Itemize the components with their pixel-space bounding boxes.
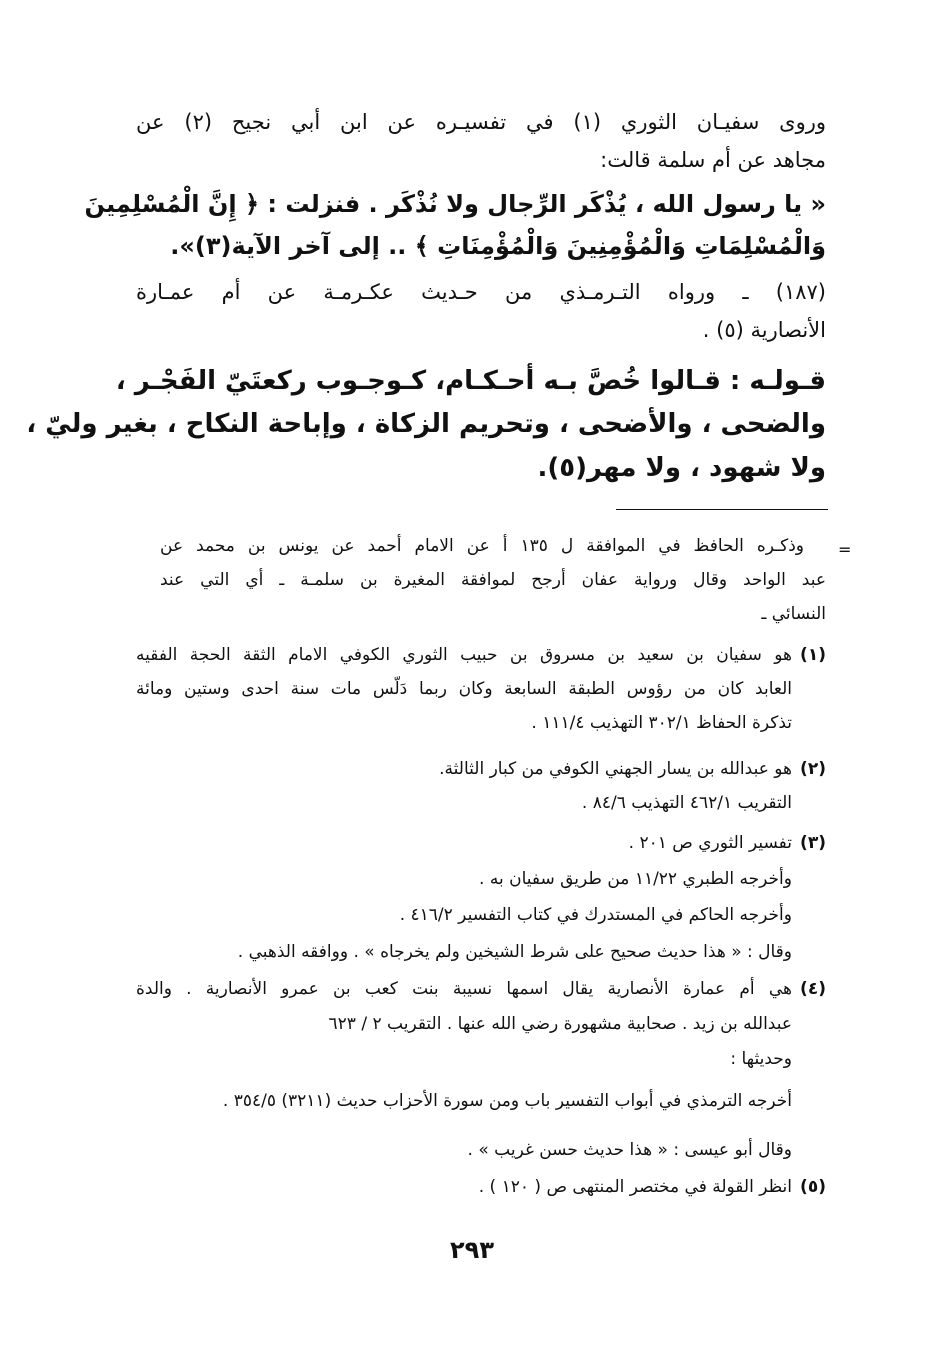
footnote-continuation-line: النسائي ـ	[761, 604, 826, 624]
footnote-2-line: هو عبدالله بن يسار الجهني الكوفي من كبار الثالثة.	[439, 759, 792, 779]
footnote-separator	[616, 509, 828, 510]
footnote-5-number: (٥)	[800, 1177, 826, 1197]
commentary-line: ولا شهود ، ولا مهر(٥).	[537, 453, 826, 483]
footnote-2-number: (٢)	[800, 759, 826, 779]
footnote-2-line: التقريب ٤٦٢/١ التهذيب ٨٤/٦ .	[581, 793, 792, 813]
footnote-3-number: (٣)	[800, 833, 826, 853]
footnote-3-line: وقال : « هذا حديث صحيح على شرط الشيخين ولم يخرجاه » . ووافقه الذهبي .	[237, 942, 792, 962]
footnote-continuation-line: وذكـره الحافظ في الموافقة ل ١٣٥ أ عن الامام أحمد عن يونس بن محمد عن	[160, 536, 805, 556]
footnote-4-line: وحديثها :	[730, 1049, 792, 1069]
continuation-marker: =	[838, 540, 852, 559]
footnote-4-line: هي أم عمارة الأنصارية يقال اسمها نسيبة بنت كعب بن عمرو الأنصارية . والدة	[136, 979, 792, 999]
footnote-4-number: (٤)	[800, 979, 826, 999]
footnote-5-line: انظر القولة في مختصر المنتهى ص ( ١٢٠ ) .	[478, 1177, 792, 1197]
footnote-4-line: عبدالله بن زيد . صحابية مشهورة رضي الله عنها . التقريب ٢ / ٦٢٣	[328, 1014, 792, 1034]
footnote-3-line: تفسير الثوري ص ٢٠١ .	[628, 833, 792, 853]
main-text-line: وروى سفيـان الثوري (١) في تفسيـره عن ابن أبي نجيح (٢) عن	[136, 110, 826, 134]
hadith-187-line: الأنصارية (٥) .	[702, 318, 826, 342]
commentary-line: والضحى ، والأضحى ، وتحريم الزكاة ، وإباحة النكاح ، بغير وليّ ،	[26, 409, 826, 439]
commentary-line: قـولـه : قـالوا خُصَّ بـه أحـكـام، كـوجـوب ركعتَيّ الفَجْـر ،	[115, 366, 826, 396]
quran-quote-line: « يا رسول الله ، يُذْكَر الرِّجال ولا نُذْكَر . فنزلت : ﴿ إِنَّ الْمُسْلِمِينَ	[84, 190, 826, 218]
footnote-1-line: هو سفيان بن سعيد بن مسروق بن حبيب الثوري الكوفي الامام الثقة الحجة الفقيه	[136, 645, 792, 665]
footnote-3-line: وأخرجه الحاكم في المستدرك في كتاب التفسير ٤١٦/٢ .	[399, 905, 792, 925]
page-number: ٢٩٣	[450, 1236, 494, 1264]
main-text-line: مجاهد عن أم سلمة قالت:	[600, 148, 826, 172]
footnote-1-line: تذكرة الحفاظ ٣٠٢/١ التهذيب ١١١/٤ .	[531, 713, 792, 733]
footnote-1-number: (١)	[800, 645, 826, 665]
footnote-1-line: العابد كان من رؤوس الطبقة السابعة وكان ربما دَلّس مات سنة احدى وستين ومائة	[136, 679, 792, 699]
footnote-continuation-line: عبد الواحد وقال ورواية عفان أرجح لموافقة المغيرة بن سلمـة ـ أي التي عند	[160, 570, 826, 590]
footnote-4-line: أخرجه الترمذي في أبواب التفسير باب ومن سورة الأحزاب حديث (٣٢١١) ٣٥٤/٥ .	[222, 1091, 792, 1111]
quran-quote-line: وَالْمُسْلِمَاتِ وَالْمُؤْمِنِينَ وَالْمُؤْمِنَاتِ ﴾ .. إلى آخر الآية(٣)».	[170, 232, 826, 260]
hadith-187-line: (١٨٧) ـ ورواه التـرمـذي من حـديث عكـرمـة عن أم عمـارة	[136, 280, 826, 304]
footnote-3-line: وأخرجه الطبري ١١/٢٢ من طريق سفيان به .	[479, 869, 792, 889]
footnote-4-line: وقال أبو عيسى : « هذا حديث حسن غريب » .	[467, 1140, 792, 1160]
